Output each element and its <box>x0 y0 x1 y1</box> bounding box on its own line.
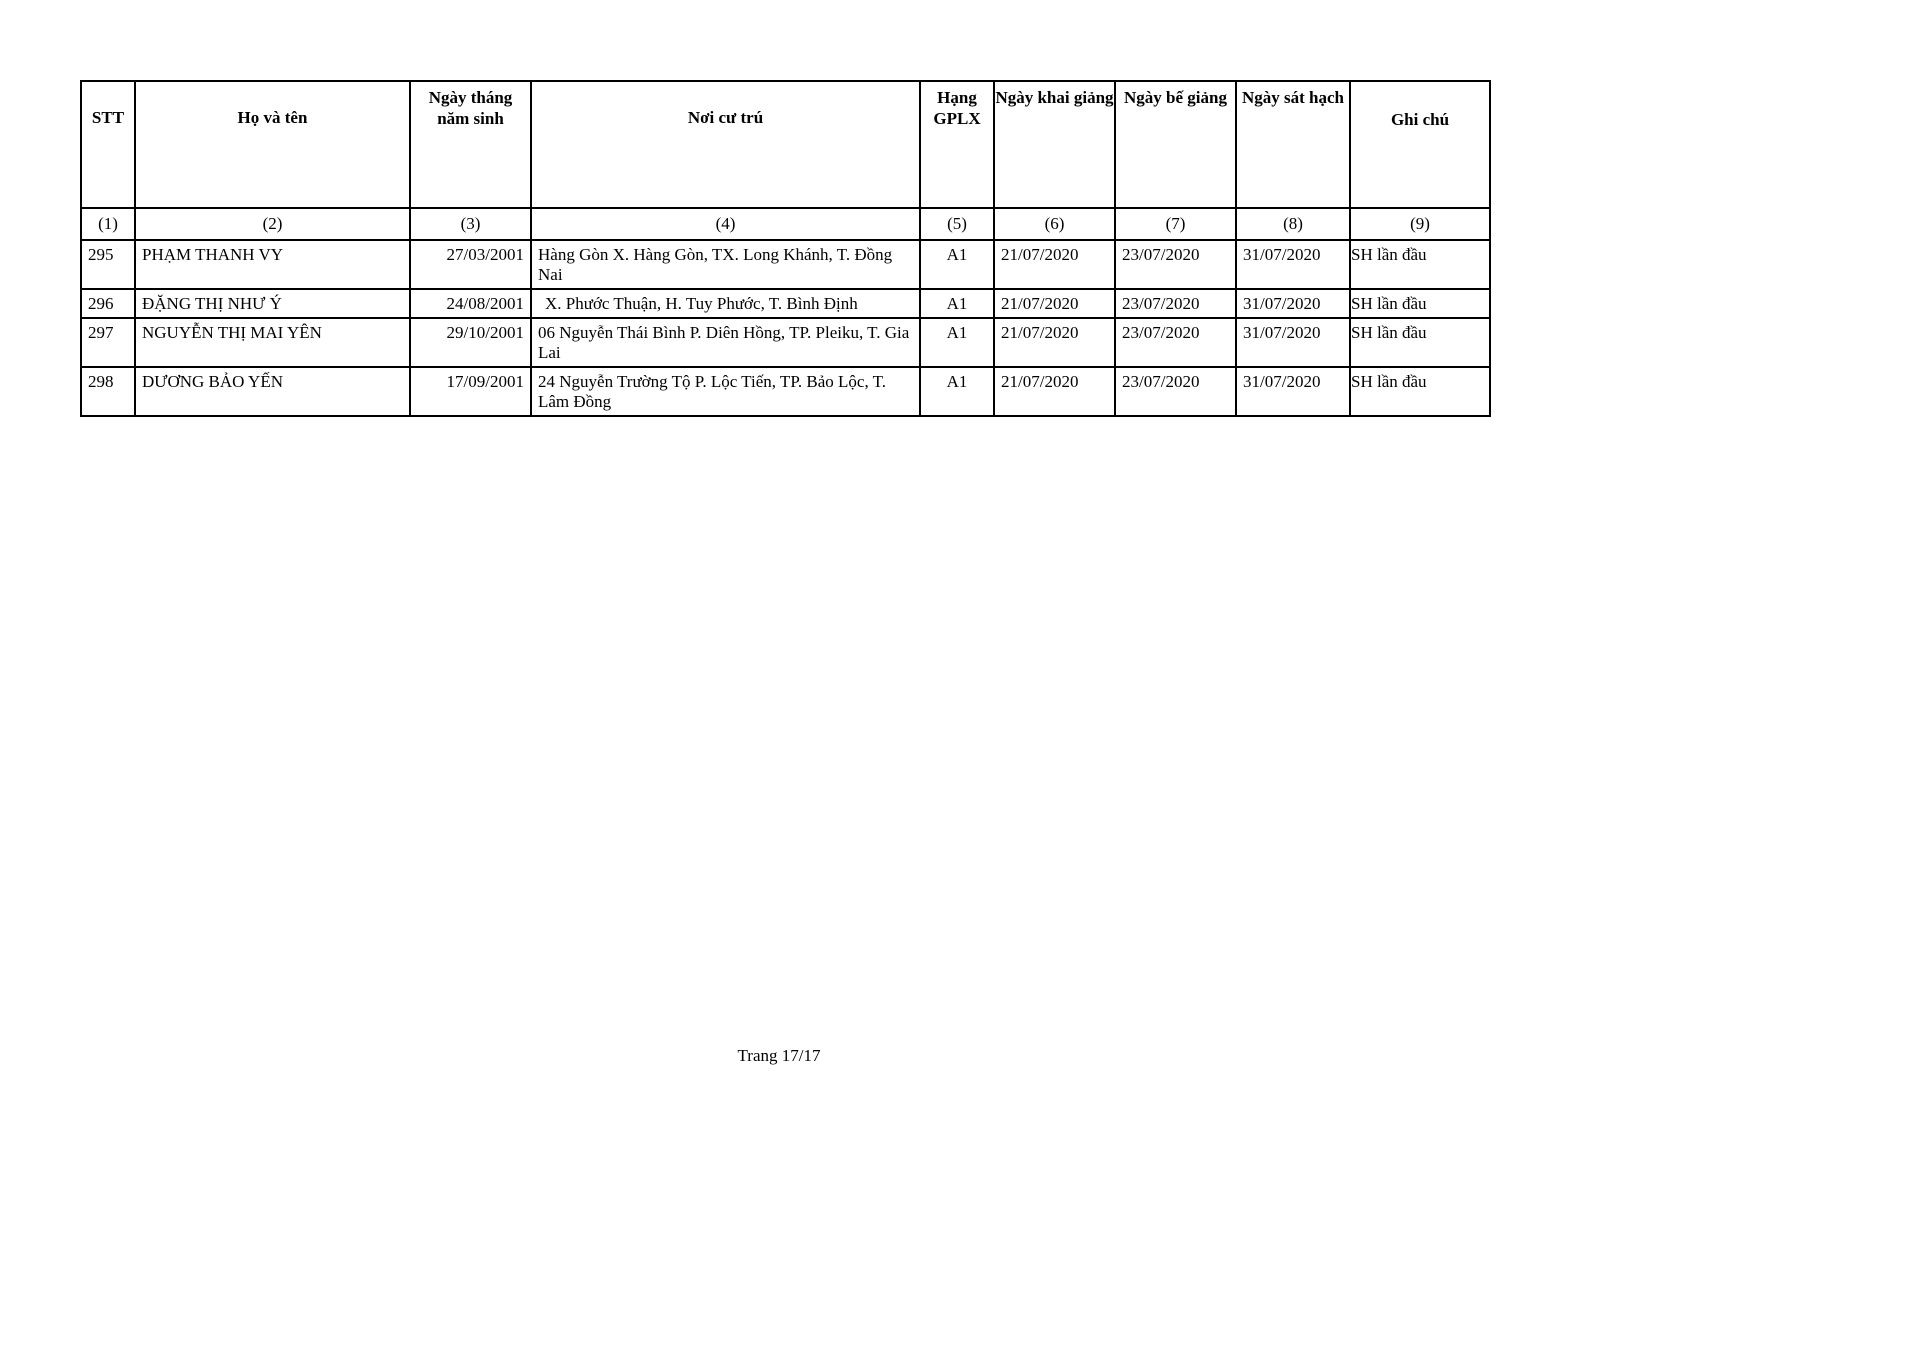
student-roster-table <box>80 80 1491 417</box>
column-number: (5) <box>920 208 994 240</box>
cell-dob: 17/09/2001 <box>410 367 531 416</box>
cell-license-class: A1 <box>920 367 994 416</box>
column-number: (4) <box>531 208 920 240</box>
cell-name: DƯƠNG BẢO YẾN <box>135 367 410 416</box>
table-row <box>81 367 1490 416</box>
cell-exam-date: 31/07/2020 <box>1236 367 1350 416</box>
cell-stt: 298 <box>81 367 135 416</box>
cell-dob: 29/10/2001 <box>410 318 531 367</box>
column-number: (3) <box>410 208 531 240</box>
cell-license-class: A1 <box>920 289 994 318</box>
cell-address: X. Phước Thuận, H. Tuy Phước, T. Bình Định <box>531 289 920 318</box>
header-row <box>81 81 1490 208</box>
header-course-start: Ngày khai giảng <box>994 81 1115 208</box>
header-course-end: Ngày bế giảng <box>1115 81 1236 208</box>
cell-address: 06 Nguyễn Thái Bình P. Diên Hồng, TP. Pleiku, T. Gia Lai <box>531 318 920 367</box>
cell-course-start: 21/07/2020 <box>994 240 1115 289</box>
column-number: (2) <box>135 208 410 240</box>
column-number: (6) <box>994 208 1115 240</box>
cell-license-class: A1 <box>920 240 994 289</box>
cell-note: SH lần đầu <box>1350 240 1490 289</box>
column-number: (1) <box>81 208 135 240</box>
cell-course-end: 23/07/2020 <box>1115 318 1236 367</box>
cell-course-start: 21/07/2020 <box>994 318 1115 367</box>
table-row <box>81 318 1490 367</box>
header-exam-date: Ngày sát hạch <box>1236 81 1350 208</box>
cell-exam-date: 31/07/2020 <box>1236 318 1350 367</box>
cell-exam-date: 31/07/2020 <box>1236 240 1350 289</box>
cell-note: SH lần đầu <box>1350 367 1490 416</box>
header-license-class: Hạng GPLX <box>920 81 994 208</box>
cell-name: ĐẶNG THỊ NHƯ Ý <box>135 289 410 318</box>
header-date-of-birth: Ngày tháng năm sinh <box>410 81 531 208</box>
cell-course-end: 23/07/2020 <box>1115 289 1236 318</box>
cell-course-end: 23/07/2020 <box>1115 240 1236 289</box>
cell-stt: 297 <box>81 318 135 367</box>
header-notes: Ghi chú <box>1350 81 1490 208</box>
column-number: (9) <box>1350 208 1490 240</box>
cell-license-class: A1 <box>920 318 994 367</box>
cell-address: 24 Nguyễn Trường Tộ P. Lộc Tiến, TP. Bảo Lộc, T. Lâm Đồng <box>531 367 920 416</box>
cell-name: PHẠM THANH VY <box>135 240 410 289</box>
cell-note: SH lần đầu <box>1350 318 1490 367</box>
cell-address: Hàng Gòn X. Hàng Gòn, TX. Long Khánh, T. Đồng Nai <box>531 240 920 289</box>
cell-dob: 27/03/2001 <box>410 240 531 289</box>
table-row <box>81 289 1490 318</box>
cell-stt: 296 <box>81 289 135 318</box>
header-full-name: Họ và tên <box>135 81 410 208</box>
cell-note: SH lần đầu <box>1350 289 1490 318</box>
cell-exam-date: 31/07/2020 <box>1236 289 1350 318</box>
table-row <box>81 240 1490 289</box>
column-number-row <box>81 208 1490 240</box>
column-number: (8) <box>1236 208 1350 240</box>
header-stt: STT <box>81 81 135 208</box>
page-number: Trang 17/17 <box>737 1046 821 1065</box>
cell-course-start: 21/07/2020 <box>994 289 1115 318</box>
cell-dob: 24/08/2001 <box>410 289 531 318</box>
cell-course-start: 21/07/2020 <box>994 367 1115 416</box>
cell-name: NGUYỄN THỊ MAI YÊN <box>135 318 410 367</box>
column-number: (7) <box>1115 208 1236 240</box>
cell-stt: 295 <box>81 240 135 289</box>
header-residence: Nơi cư trú <box>531 81 920 208</box>
cell-course-end: 23/07/2020 <box>1115 367 1236 416</box>
